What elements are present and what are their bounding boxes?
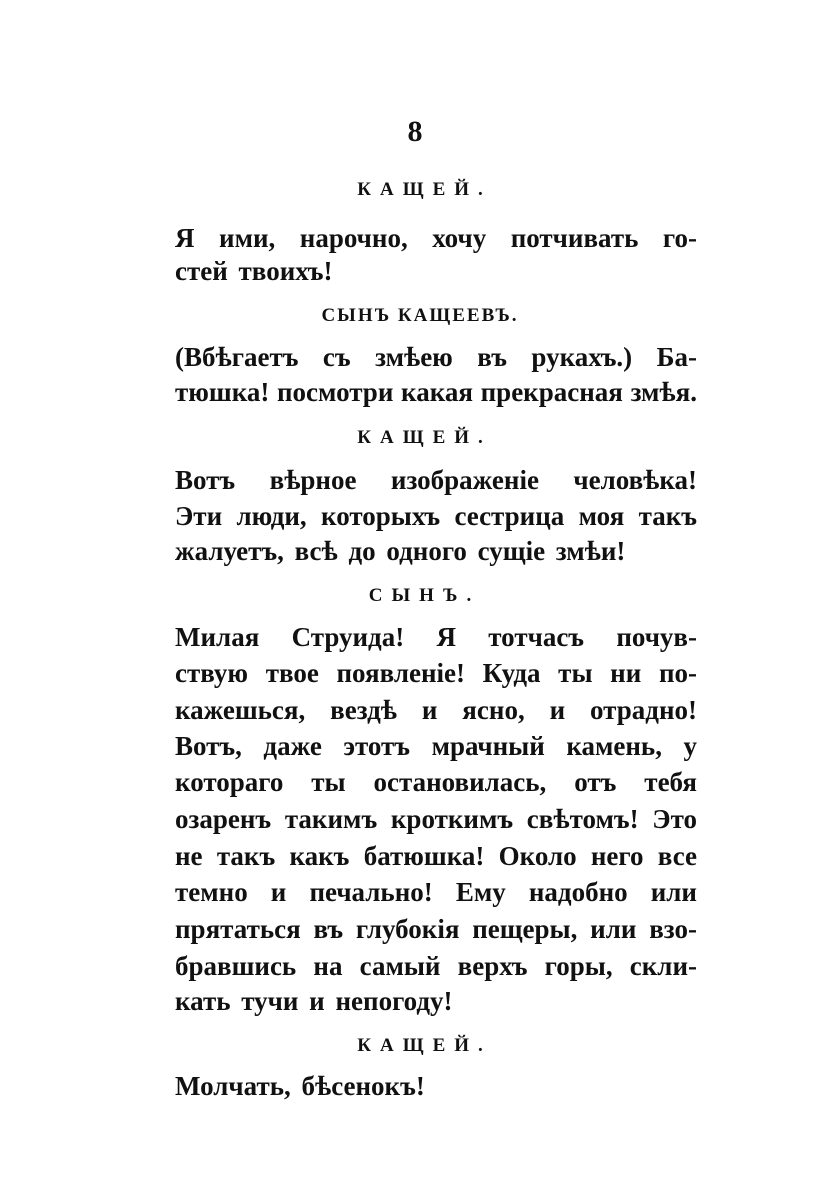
speech-line: стей твоихъ! xyxy=(175,256,333,286)
speech-line: (Вбѣгаетъ съ змѣею въ рукахъ.) Ба- xyxy=(175,342,697,372)
speech-line: Вотъ вѣрное изображеніе человѣка! xyxy=(175,465,697,495)
speech-line: бравшись на самый верхъ горы, скли- xyxy=(175,951,697,981)
speaker-name: КАЩЕЙ. xyxy=(357,1035,492,1056)
speech-line: кажешься, вездѣ и ясно, и отрадно! xyxy=(175,695,697,725)
speech-line: Вотъ, даже этотъ мрачный камень, у xyxy=(175,731,697,761)
speech-line: Милая Струида! Я тотчасъ почув- xyxy=(175,622,697,652)
speech-line: Я ими, нарочно, хочу потчивать го- xyxy=(175,223,697,253)
speech-line: ствую твое появленіе! Куда ты ни по- xyxy=(175,658,697,688)
speaker-name: СЫНЪ. xyxy=(368,585,481,606)
speech-line: тюшка! посмотри какая прекрасная змѣя. xyxy=(175,377,697,407)
speaker-name: КАЩЕЙ. xyxy=(357,179,492,200)
speaker-name: СЫНЪ КАЩЕЕВЪ. xyxy=(321,305,519,326)
speech-line: Молчать, бѣсенокъ! xyxy=(175,1071,425,1101)
speech-line: прятаться въ глубокія пещеры, или взо- xyxy=(175,914,697,944)
speech-line: жалуетъ, всѣ до одного сущіе змѣи! xyxy=(175,536,626,566)
speech-line: озаренъ такимъ кроткимъ свѣтомъ! Это xyxy=(175,804,697,834)
speech-line: темно и печально! Ему надобно или xyxy=(175,877,697,907)
speech-line: кать тучи и непогоду! xyxy=(175,986,453,1016)
speech-line: Эти люди, которыхъ сестрица моя такъ xyxy=(175,501,697,531)
speech-line: не такъ какъ батюшка! Около него все xyxy=(175,841,697,871)
speaker-name: КАЩЕЙ. xyxy=(357,427,492,448)
speech-line: котораго ты остановилась, отъ тебя xyxy=(175,767,697,797)
page-number: 8 xyxy=(407,115,423,148)
